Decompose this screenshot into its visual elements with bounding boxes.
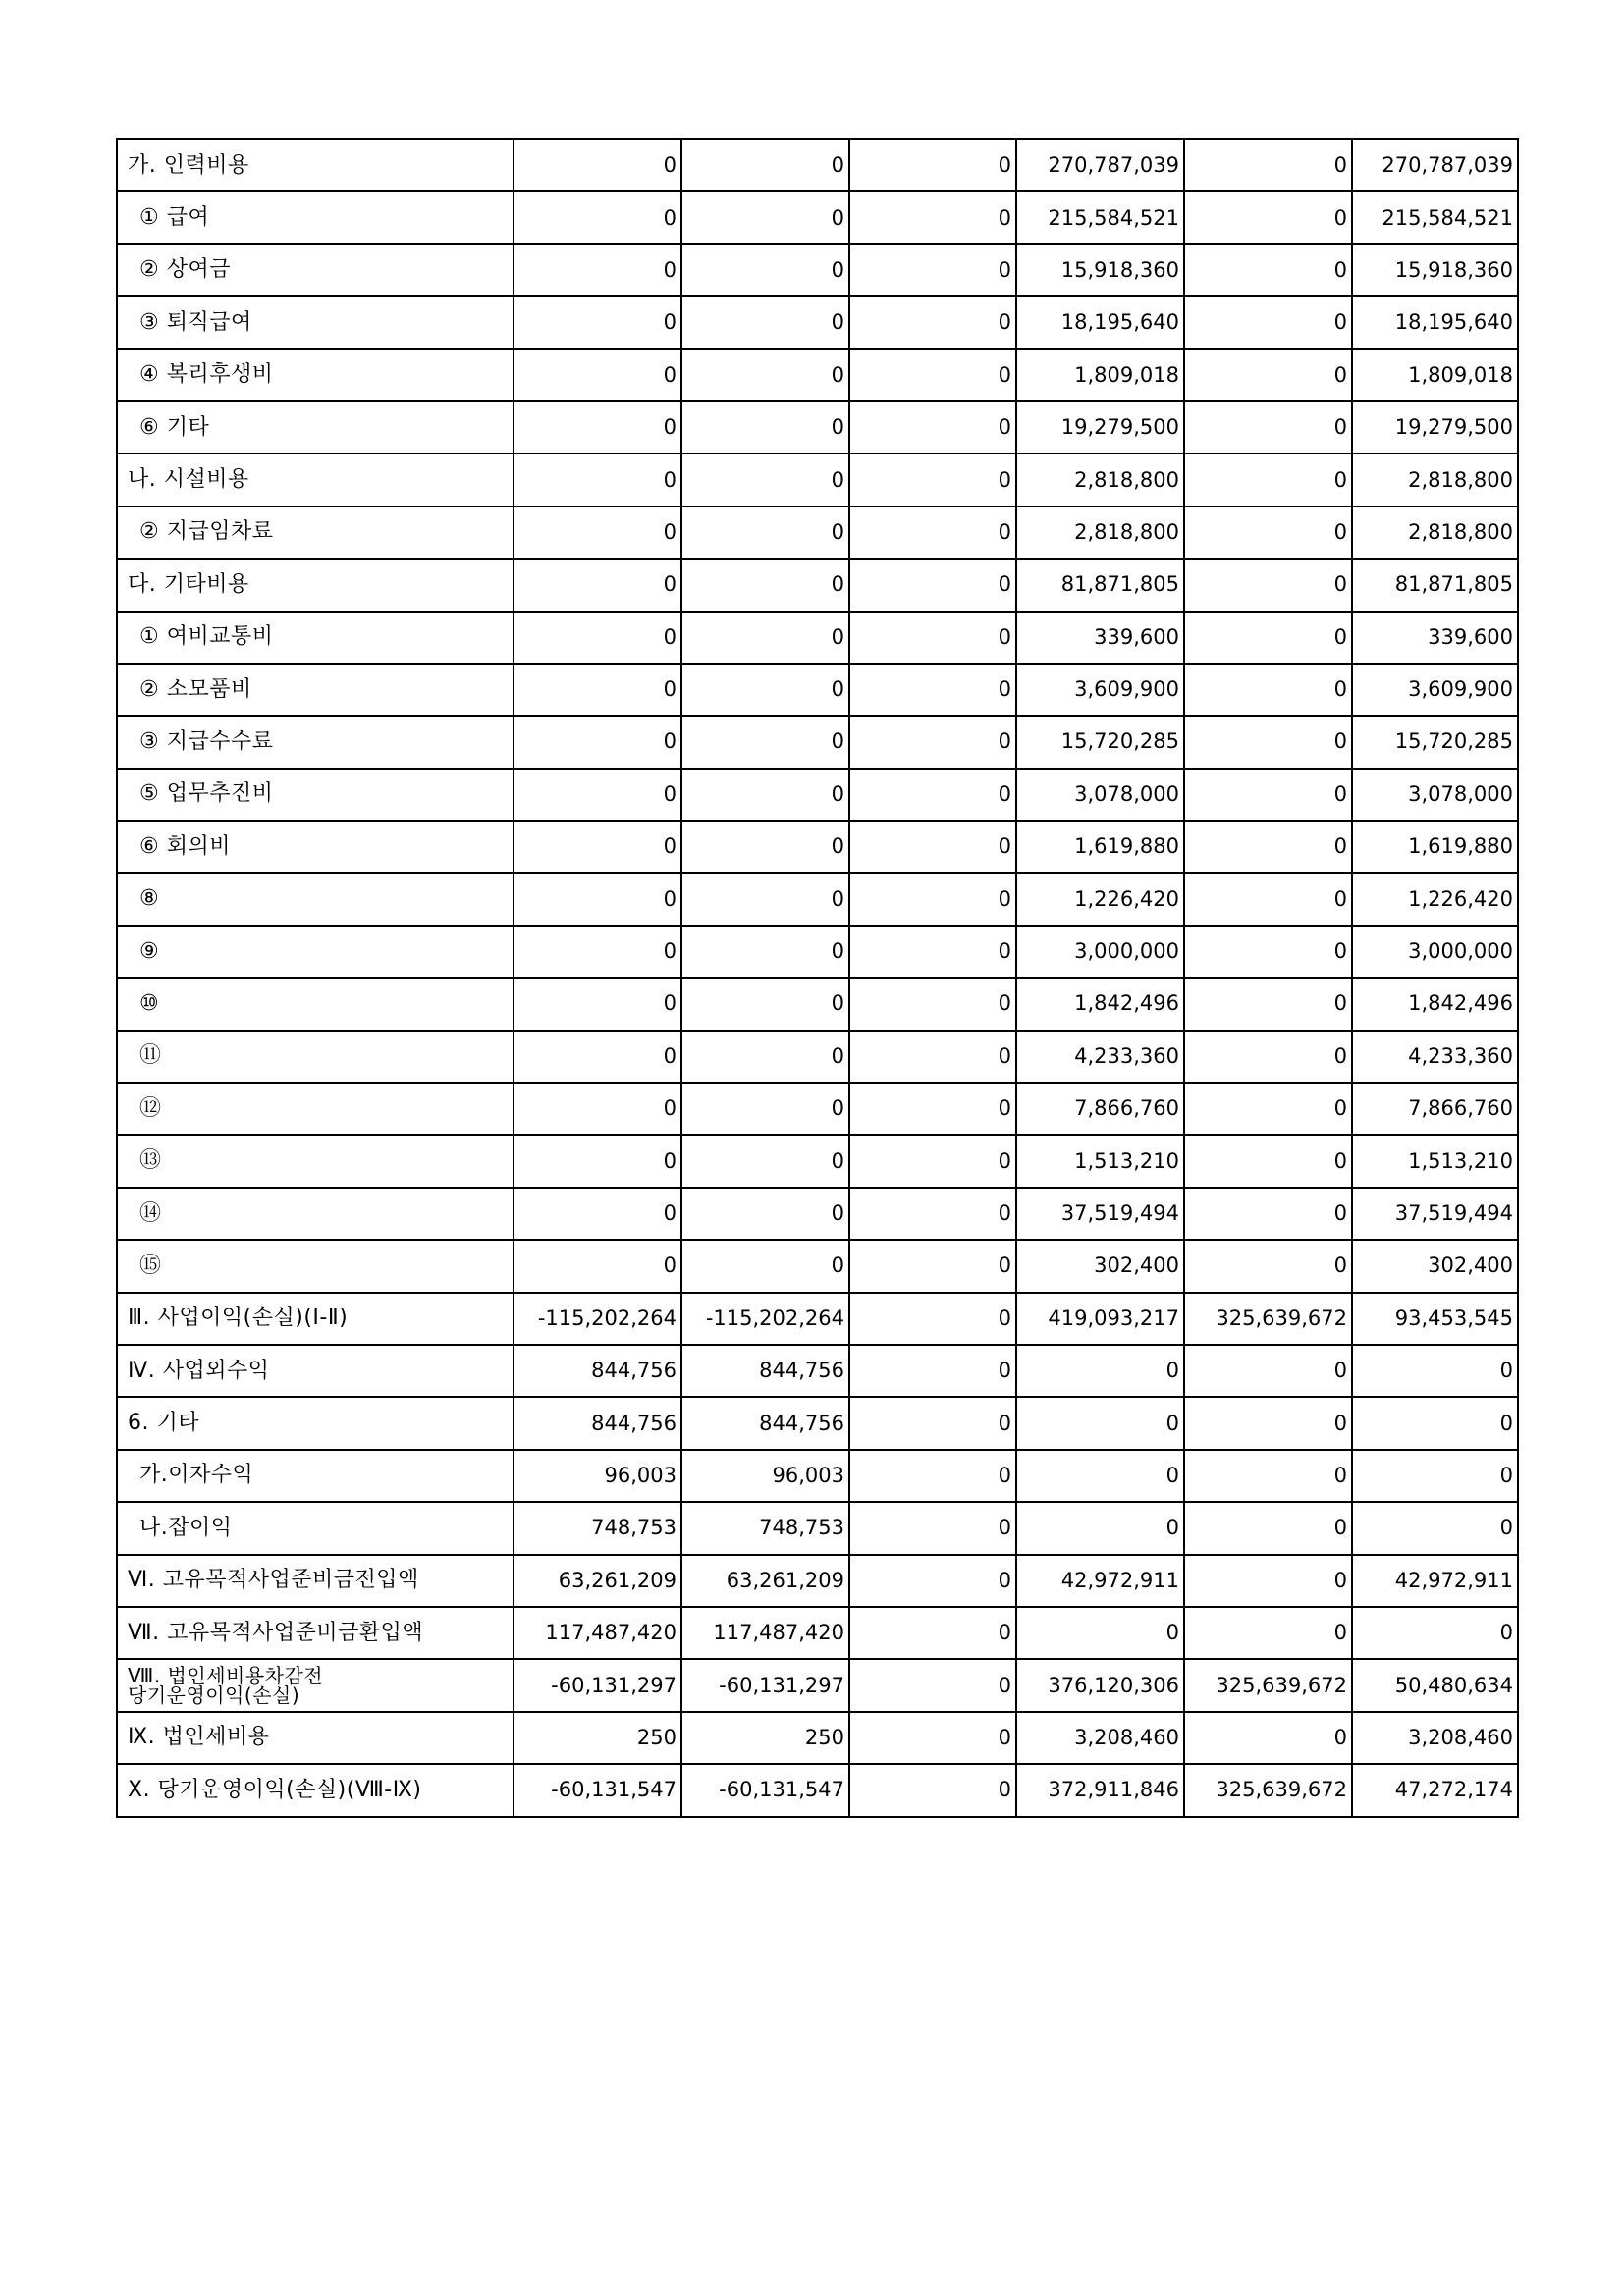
amount-cell: 0: [849, 1397, 1016, 1449]
amount-cell: 19,279,500: [1352, 401, 1518, 454]
amount-cell: 63,261,209: [681, 1555, 849, 1607]
amount-cell: 18,195,640: [1352, 296, 1518, 348]
amount-cell: 0: [849, 664, 1016, 716]
amount-cell: 0: [1184, 349, 1352, 401]
amount-cell: 339,600: [1352, 612, 1518, 664]
amount-cell: 376,120,306: [1016, 1659, 1184, 1711]
amount-cell: 0: [681, 296, 849, 348]
amount-cell: 96,003: [514, 1450, 681, 1502]
table-row: [117, 1031, 1518, 1083]
amount-cell: 0: [1184, 1031, 1352, 1083]
amount-cell: 1,809,018: [1016, 349, 1184, 401]
amount-cell: 0: [849, 1345, 1016, 1397]
amount-cell: 0: [514, 139, 681, 191]
amount-cell: 339,600: [1016, 612, 1184, 664]
amount-cell: 302,400: [1016, 1240, 1184, 1292]
amount-cell: 0: [849, 1555, 1016, 1607]
amount-cell: 50,480,634: [1352, 1659, 1518, 1711]
amount-cell: 2,818,800: [1016, 507, 1184, 559]
amount-cell: 0: [681, 507, 849, 559]
amount-cell: 96,003: [681, 1450, 849, 1502]
amount-cell: 0: [1352, 1345, 1518, 1397]
amount-cell: 15,918,360: [1352, 244, 1518, 296]
amount-cell: 1,619,880: [1352, 821, 1518, 873]
amount-cell: 3,208,460: [1352, 1712, 1518, 1764]
table-row: [117, 821, 1518, 873]
amount-cell: 15,720,285: [1352, 716, 1518, 768]
amount-cell: 0: [1184, 664, 1352, 716]
row-label: ② 지급임차료: [117, 507, 514, 559]
amount-cell: 844,756: [681, 1345, 849, 1397]
row-label: Ⅵ. 고유목적사업준비금전입액: [117, 1555, 514, 1607]
amount-cell: 250: [681, 1712, 849, 1764]
row-label: ⑥ 회의비: [117, 821, 514, 873]
amount-cell: 325,639,672: [1184, 1764, 1352, 1816]
amount-cell: 0: [514, 664, 681, 716]
amount-cell: 0: [849, 1240, 1016, 1292]
amount-cell: 81,871,805: [1352, 559, 1518, 611]
amount-cell: 0: [514, 401, 681, 454]
amount-cell: 0: [514, 559, 681, 611]
amount-cell: 0: [514, 926, 681, 978]
table-row: [117, 716, 1518, 768]
amount-cell: 748,753: [681, 1502, 849, 1554]
table-row: [117, 1135, 1518, 1187]
amount-cell: 3,609,900: [1016, 664, 1184, 716]
table-row: [117, 1712, 1518, 1764]
table-row: [117, 1397, 1518, 1449]
amount-cell: 0: [849, 1188, 1016, 1240]
amount-cell: 0: [681, 716, 849, 768]
row-label: ⑭: [117, 1188, 514, 1240]
amount-cell: 0: [1184, 821, 1352, 873]
amount-cell: 844,756: [681, 1397, 849, 1449]
amount-cell: 15,720,285: [1016, 716, 1184, 768]
table-row: [117, 1659, 1518, 1711]
amount-cell: 4,233,360: [1352, 1031, 1518, 1083]
amount-cell: 3,078,000: [1352, 769, 1518, 821]
amount-cell: 0: [1184, 454, 1352, 506]
table-row: [117, 507, 1518, 559]
row-label: ⑬: [117, 1135, 514, 1187]
amount-cell: 0: [681, 1135, 849, 1187]
amount-cell: 0: [1184, 1450, 1352, 1502]
amount-cell: 0: [514, 1031, 681, 1083]
table-row: [117, 296, 1518, 348]
amount-cell: 0: [1184, 978, 1352, 1030]
amount-cell: 0: [1184, 191, 1352, 243]
amount-cell: -60,131,547: [681, 1764, 849, 1816]
row-label: ③ 퇴직급여: [117, 296, 514, 348]
amount-cell: 0: [1184, 1188, 1352, 1240]
amount-cell: 270,787,039: [1016, 139, 1184, 191]
amount-cell: 0: [1184, 1135, 1352, 1187]
amount-cell: 0: [681, 139, 849, 191]
row-label: 가.이자수익: [117, 1450, 514, 1502]
amount-cell: 215,584,521: [1016, 191, 1184, 243]
amount-cell: 844,756: [514, 1345, 681, 1397]
table-row: [117, 1345, 1518, 1397]
amount-cell: -60,131,297: [681, 1659, 849, 1711]
row-label: 다. 기타비용: [117, 559, 514, 611]
row-label: ⑥ 기타: [117, 401, 514, 454]
row-label: [117, 1659, 514, 1711]
amount-cell: 1,809,018: [1352, 349, 1518, 401]
amount-cell: 3,609,900: [1352, 664, 1518, 716]
amount-cell: 0: [681, 873, 849, 925]
amount-cell: -115,202,264: [681, 1293, 849, 1345]
table-row: [117, 1188, 1518, 1240]
amount-cell: 0: [514, 244, 681, 296]
amount-cell: 1,842,496: [1352, 978, 1518, 1030]
amount-cell: 419,093,217: [1016, 1293, 1184, 1345]
amount-cell: 0: [1184, 769, 1352, 821]
amount-cell: 0: [514, 978, 681, 1030]
amount-cell: 0: [1016, 1450, 1184, 1502]
amount-cell: 0: [849, 1659, 1016, 1711]
amount-cell: 18,195,640: [1016, 296, 1184, 348]
amount-cell: 1,226,420: [1352, 873, 1518, 925]
amount-cell: 15,918,360: [1016, 244, 1184, 296]
amount-cell: 3,000,000: [1352, 926, 1518, 978]
amount-cell: 0: [849, 1502, 1016, 1554]
amount-cell: 3,208,460: [1016, 1712, 1184, 1764]
amount-cell: 0: [1184, 873, 1352, 925]
table-row: [117, 1502, 1518, 1554]
amount-cell: 0: [1184, 507, 1352, 559]
amount-cell: 0: [849, 244, 1016, 296]
amount-cell: 7,866,760: [1016, 1083, 1184, 1135]
amount-cell: 0: [849, 1083, 1016, 1135]
amount-cell: 748,753: [514, 1502, 681, 1554]
amount-cell: 0: [849, 716, 1016, 768]
row-label: ⑩: [117, 978, 514, 1030]
table-row: [117, 559, 1518, 611]
amount-cell: 0: [514, 716, 681, 768]
table-row: [117, 612, 1518, 664]
amount-cell: 0: [849, 978, 1016, 1030]
row-label: ⑤ 업무추진비: [117, 769, 514, 821]
amount-cell: 0: [514, 1135, 681, 1187]
amount-cell: 325,639,672: [1184, 1293, 1352, 1345]
row-label: Ⅶ. 고유목적사업준비금환입액: [117, 1607, 514, 1659]
amount-cell: 0: [1184, 244, 1352, 296]
table-row: [117, 769, 1518, 821]
row-label: ⑧: [117, 873, 514, 925]
amount-cell: 0: [1184, 1345, 1352, 1397]
amount-cell: 0: [681, 769, 849, 821]
amount-cell: 1,619,880: [1016, 821, 1184, 873]
amount-cell: 0: [514, 1083, 681, 1135]
amount-cell: 0: [514, 507, 681, 559]
amount-cell: 0: [681, 191, 849, 243]
amount-cell: 4,233,360: [1016, 1031, 1184, 1083]
amount-cell: 0: [849, 769, 1016, 821]
amount-cell: 0: [849, 612, 1016, 664]
amount-cell: 81,871,805: [1016, 559, 1184, 611]
row-label: ② 소모품비: [117, 664, 514, 716]
amount-cell: 0: [681, 1083, 849, 1135]
amount-cell: 37,519,494: [1016, 1188, 1184, 1240]
table-body: [117, 139, 1518, 1817]
amount-cell: 0: [681, 1240, 849, 1292]
amount-cell: 0: [1184, 926, 1352, 978]
amount-cell: 0: [849, 1712, 1016, 1764]
amount-cell: 0: [681, 349, 849, 401]
amount-cell: 0: [849, 507, 1016, 559]
amount-cell: 0: [849, 1764, 1016, 1816]
table-row: [117, 1240, 1518, 1292]
amount-cell: 19,279,500: [1016, 401, 1184, 454]
row-label-line-2: 당기운영이익(손실): [128, 1683, 300, 1708]
amount-cell: 0: [1352, 1450, 1518, 1502]
amount-cell: 0: [514, 1240, 681, 1292]
table-row: [117, 1083, 1518, 1135]
amount-cell: 0: [1184, 1397, 1352, 1449]
amount-cell: 0: [681, 926, 849, 978]
amount-cell: 270,787,039: [1352, 139, 1518, 191]
amount-cell: -115,202,264: [514, 1293, 681, 1345]
table-row: [117, 244, 1518, 296]
amount-cell: 2,818,800: [1352, 454, 1518, 506]
amount-cell: 0: [1016, 1397, 1184, 1449]
row-label-line-1: Ⅷ. 법인세비용차감전: [128, 1664, 324, 1688]
amount-cell: -60,131,547: [514, 1764, 681, 1816]
row-label: Ⅹ. 당기운영이익(손실)(Ⅷ-Ⅸ): [117, 1764, 514, 1816]
amount-cell: 0: [681, 612, 849, 664]
table-row: [117, 978, 1518, 1030]
amount-cell: 0: [514, 873, 681, 925]
row-label: Ⅳ. 사업외수익: [117, 1345, 514, 1397]
row-label: ③ 지급수수료: [117, 716, 514, 768]
table-row: [117, 926, 1518, 978]
table-row: [117, 454, 1518, 506]
amount-cell: 117,487,420: [681, 1607, 849, 1659]
amount-cell: 0: [849, 1450, 1016, 1502]
amount-cell: 325,639,672: [1184, 1659, 1352, 1711]
amount-cell: 0: [849, 559, 1016, 611]
amount-cell: 0: [681, 559, 849, 611]
amount-cell: 0: [681, 821, 849, 873]
row-label: 나.잡이익: [117, 1502, 514, 1554]
amount-cell: 42,972,911: [1352, 1555, 1518, 1607]
income-statement-table: [116, 138, 1519, 1818]
amount-cell: 0: [849, 296, 1016, 348]
amount-cell: 3,000,000: [1016, 926, 1184, 978]
row-label: ② 상여금: [117, 244, 514, 296]
amount-cell: 7,866,760: [1352, 1083, 1518, 1135]
amount-cell: 0: [514, 769, 681, 821]
amount-cell: 302,400: [1352, 1240, 1518, 1292]
row-label: ⑫: [117, 1083, 514, 1135]
amount-cell: 0: [1016, 1345, 1184, 1397]
amount-cell: 0: [681, 1031, 849, 1083]
amount-cell: 37,519,494: [1352, 1188, 1518, 1240]
table-row: [117, 1607, 1518, 1659]
amount-cell: 3,078,000: [1016, 769, 1184, 821]
amount-cell: 1,842,496: [1016, 978, 1184, 1030]
amount-cell: 47,272,174: [1352, 1764, 1518, 1816]
amount-cell: 0: [1184, 1555, 1352, 1607]
amount-cell: 0: [849, 873, 1016, 925]
amount-cell: 0: [1184, 612, 1352, 664]
amount-cell: 0: [1184, 716, 1352, 768]
amount-cell: 0: [849, 401, 1016, 454]
amount-cell: 0: [514, 349, 681, 401]
table-row: [117, 1293, 1518, 1345]
row-label: Ⅸ. 법인세비용: [117, 1712, 514, 1764]
amount-cell: 0: [514, 1188, 681, 1240]
amount-cell: 0: [1184, 1712, 1352, 1764]
amount-cell: 0: [849, 926, 1016, 978]
amount-cell: 0: [849, 1607, 1016, 1659]
table-row: [117, 139, 1518, 191]
row-label: 6. 기타: [117, 1397, 514, 1449]
amount-cell: 2,818,800: [1352, 507, 1518, 559]
amount-cell: 0: [681, 401, 849, 454]
amount-cell: 1,513,210: [1016, 1135, 1184, 1187]
amount-cell: 0: [1184, 296, 1352, 348]
amount-cell: 0: [1184, 1502, 1352, 1554]
amount-cell: 0: [849, 454, 1016, 506]
amount-cell: 117,487,420: [514, 1607, 681, 1659]
amount-cell: 1,226,420: [1016, 873, 1184, 925]
amount-cell: 0: [1184, 401, 1352, 454]
amount-cell: 0: [681, 244, 849, 296]
amount-cell: 0: [849, 349, 1016, 401]
amount-cell: 63,261,209: [514, 1555, 681, 1607]
row-label: ④ 복리후생비: [117, 349, 514, 401]
amount-cell: 250: [514, 1712, 681, 1764]
amount-cell: 0: [681, 1188, 849, 1240]
amount-cell: 2,818,800: [1016, 454, 1184, 506]
row-label: ① 급여: [117, 191, 514, 243]
amount-cell: 0: [849, 1031, 1016, 1083]
amount-cell: 215,584,521: [1352, 191, 1518, 243]
row-label: ① 여비교통비: [117, 612, 514, 664]
amount-cell: 42,972,911: [1016, 1555, 1184, 1607]
amount-cell: 0: [1184, 1240, 1352, 1292]
amount-cell: 0: [849, 1135, 1016, 1187]
amount-cell: 93,453,545: [1352, 1293, 1518, 1345]
amount-cell: 0: [1184, 559, 1352, 611]
amount-cell: 0: [849, 139, 1016, 191]
row-label: 가. 인력비용: [117, 139, 514, 191]
amount-cell: 0: [1016, 1502, 1184, 1554]
amount-cell: 0: [849, 191, 1016, 243]
amount-cell: 0: [1352, 1502, 1518, 1554]
row-label: Ⅲ. 사업이익(손실)(Ⅰ-Ⅱ): [117, 1293, 514, 1345]
amount-cell: 0: [1016, 1607, 1184, 1659]
amount-cell: 0: [1352, 1397, 1518, 1449]
amount-cell: 0: [1352, 1607, 1518, 1659]
amount-cell: 0: [514, 296, 681, 348]
amount-cell: 0: [849, 821, 1016, 873]
amount-cell: 0: [1184, 139, 1352, 191]
amount-cell: 0: [514, 821, 681, 873]
table-row: [117, 191, 1518, 243]
amount-cell: 0: [1184, 1083, 1352, 1135]
amount-cell: 372,911,846: [1016, 1764, 1184, 1816]
amount-cell: 0: [514, 454, 681, 506]
amount-cell: 0: [514, 612, 681, 664]
table-row: [117, 1764, 1518, 1816]
amount-cell: 0: [849, 1293, 1016, 1345]
amount-cell: 0: [1184, 1607, 1352, 1659]
row-label: 나. 시설비용: [117, 454, 514, 506]
table-row: [117, 401, 1518, 454]
table-row: [117, 349, 1518, 401]
table-row: [117, 1450, 1518, 1502]
amount-cell: 0: [681, 454, 849, 506]
row-label: ⑨: [117, 926, 514, 978]
table-row: [117, 873, 1518, 925]
amount-cell: 0: [681, 664, 849, 716]
amount-cell: 844,756: [514, 1397, 681, 1449]
amount-cell: -60,131,297: [514, 1659, 681, 1711]
table-row: [117, 1555, 1518, 1607]
amount-cell: 0: [681, 978, 849, 1030]
row-label: ⑮: [117, 1240, 514, 1292]
amount-cell: 1,513,210: [1352, 1135, 1518, 1187]
table-row: [117, 664, 1518, 716]
amount-cell: 0: [514, 191, 681, 243]
income-statement-sheet: [116, 138, 1517, 1818]
row-label: ⑪: [117, 1031, 514, 1083]
